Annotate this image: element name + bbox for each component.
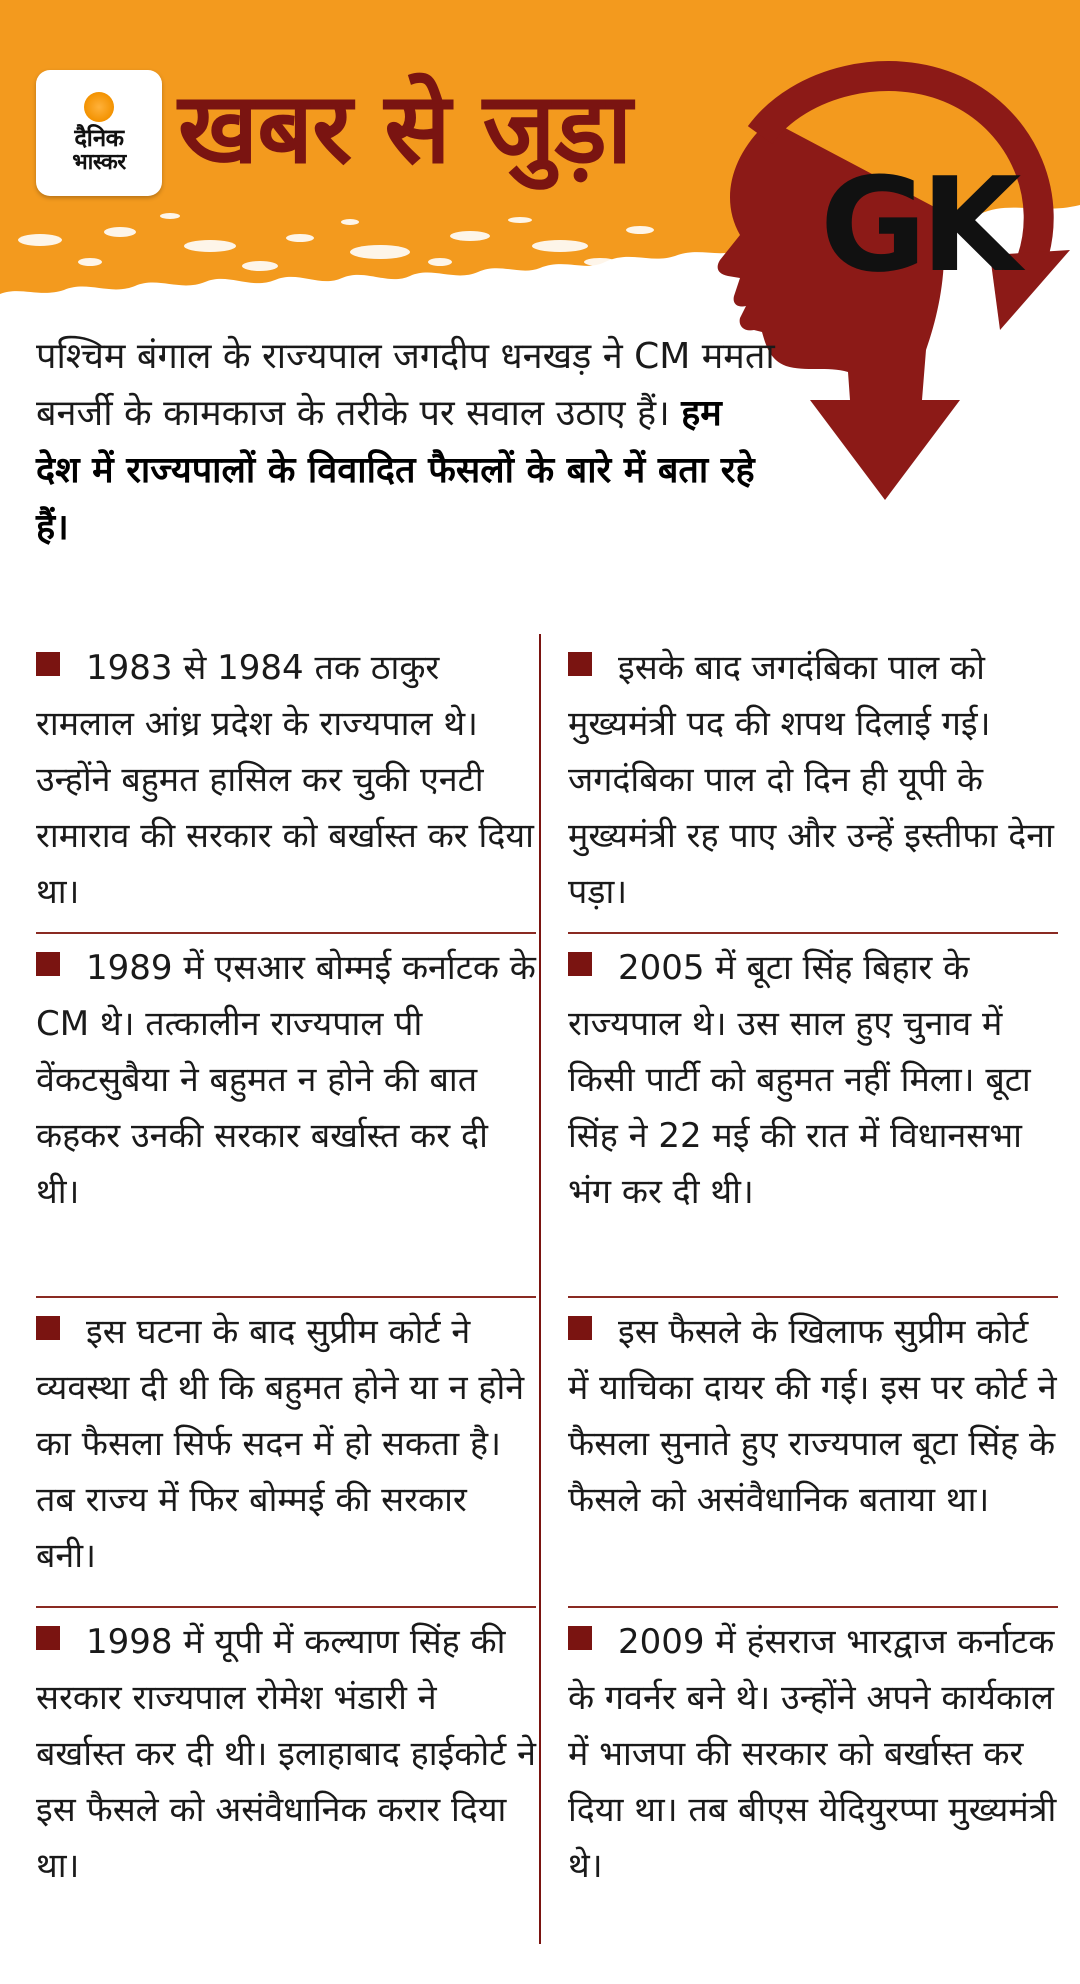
- list-item: [568, 640, 1058, 920]
- item-separator: [36, 1296, 536, 1298]
- item-separator: [568, 1296, 1058, 1298]
- list-item: [568, 1304, 1058, 1528]
- intro-normal-text: पश्चिम बंगाल के राज्यपाल जगदीप धनखड़ ने CM ममता बनर्जी के कामकाज के तरीके पर सवाल उठाए हैं।: [36, 336, 775, 434]
- page-title: खबर से जुड़ा: [178, 72, 632, 186]
- item-separator: [568, 932, 1058, 934]
- item-text: 1998 में यूपी में कल्याण सिंह की सरकार राज्यपाल रोमेश भंडारी ने बर्खास्त कर दी थी। इलाहाबाद हाईकोर्ट ने इस फैसले को असंवैधानिक करार दिया था।: [36, 1622, 536, 1886]
- list-item: [568, 940, 1058, 1220]
- bullet-square-icon: [568, 1626, 592, 1650]
- item-text: इसके बाद जगदंबिका पाल को मुख्यमंत्री पद की शपथ दिलाई गई। जगदंबिका पाल दो दिन ही यूपी के मुख्यमंत्री रह पाए और उन्हें इस्तीफा देना पड़ा।: [568, 648, 1054, 912]
- gk-badge: GK: [820, 149, 1016, 301]
- item-separator: [36, 1606, 536, 1608]
- intro-paragraph: [36, 328, 776, 556]
- bullet-square-icon: [36, 952, 60, 976]
- item-text: इस फैसले के खिलाफ सुप्रीम कोर्ट में याचिका दायर की गई। इस पर कोर्ट ने फैसला सुनाते हुए राज्यपाल बूटा सिंह के फैसले को असंवैधानिक बताया था।: [568, 1312, 1057, 1520]
- bullet-square-icon: [568, 652, 592, 676]
- logo-line-2: भास्कर: [72, 150, 126, 176]
- list-item: [36, 1304, 536, 1584]
- item-text: इस घटना के बाद सुप्रीम कोर्ट ने व्यवस्था दी थी कि बहुमत होने या न होने का फैसला सिर्फ सदन में हो सकता है। तब राज्य में फिर बोम्मई की सरकार बनी।: [36, 1312, 525, 1576]
- column-divider: [539, 634, 541, 1944]
- item-text: 2009 में हंसराज भारद्वाज कर्नाटक के गवर्नर बने थे। उन्होंने अपने कार्यकाल में भाजपा की सरकार को बर्खास्त कर दिया था। तब बीएस येदियुरप्पा मुख्यमंत्री थे।: [568, 1622, 1057, 1886]
- bullet-square-icon: [36, 1626, 60, 1650]
- bullet-square-icon: [568, 1316, 592, 1340]
- list-item: [36, 1614, 536, 1894]
- item-separator: [568, 1606, 1058, 1608]
- list-item: [568, 1614, 1058, 1894]
- sun-icon: [84, 92, 114, 122]
- item-text: 2005 में बूटा सिंह बिहार के राज्यपाल थे। उस साल हुए चुनाव में किसी पार्टी को बहुमत नहीं मिला। बूटा सिंह ने 22 मई की रात में विधानसभा भंग कर दी थी।: [568, 948, 1031, 1212]
- intro-bold-text: हम देश में राज्यपालों के विवादित फैसलों के बारे में बता रहे हैं।: [36, 393, 755, 548]
- bullet-square-icon: [36, 652, 60, 676]
- item-separator: [36, 932, 536, 934]
- bullet-square-icon: [568, 952, 592, 976]
- bullet-square-icon: [36, 1316, 60, 1340]
- logo-line-1: दैनिक: [74, 123, 124, 152]
- item-text: 1983 से 1984 तक ठाकुर रामलाल आंध्र प्रदेश के राज्यपाल थे। उन्होंने बहुमत हासिल कर चुकी एनटी रामाराव की सरकार को बर्खास्त कर दिया था।: [36, 648, 534, 912]
- list-item: [36, 940, 536, 1220]
- item-text: 1989 में एसआर बोम्मई कर्नाटक के CM थे। तत्कालीन राज्यपाल पी वेंकटसुबैया ने बहुमत न होने की बात कहकर उनकी सरकार बर्खास्त कर दी थी।: [36, 948, 536, 1212]
- dainik-bhaskar-logo: [36, 70, 162, 196]
- list-item: [36, 640, 536, 920]
